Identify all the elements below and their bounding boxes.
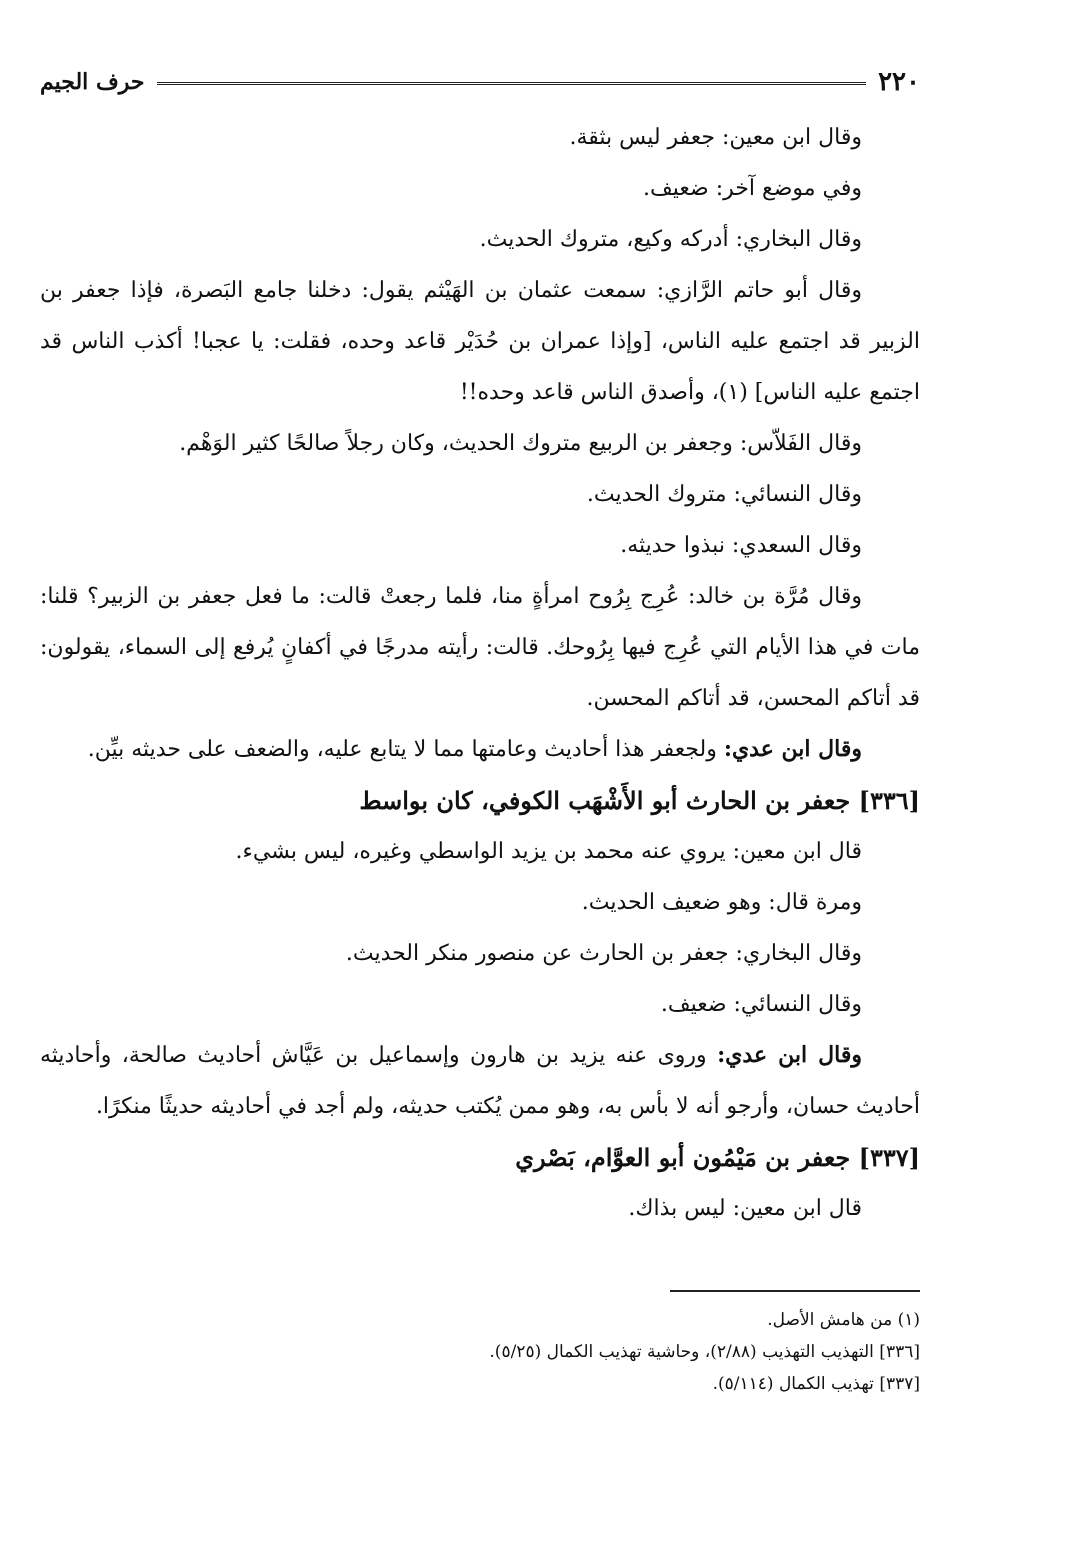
book-page — [40, 60, 920, 1400]
entry-heading-336: [٣٣٦] جعفر بن الحارث أبو الأَشْهَب الكوفي، كان بواسط — [359, 786, 920, 815]
paragraph-ibn-adi-1 — [40, 724, 920, 775]
paragraph-murra: وقال مُرَّة بن خالد: عُرِج بِرُوح امرأةٍ منا، فلما رجعتْ قالت: ما فعل جعفر بن الزبير؟ قلنا: مات في هذا الأيام التي عُرِج فيها بِرُوحك. قالت: رأيته مدرجًا في أكفانٍ يُرفع إلى السماء، يقولون: قد أتاكم المحسن، قد أتاكم المحسن. — [40, 584, 920, 711]
footnotes — [40, 1304, 920, 1400]
footnote-item: [٣٣٧] تهذيب الكمال (٥/١١٤). — [712, 1374, 920, 1394]
entry-336-line: ومرة قال: وهو ضعيف الحديث. — [581, 890, 862, 915]
entry-337-line: قال ابن معين: ليس بذاك. — [628, 1196, 862, 1221]
paragraph-bukhari-1: وقال البخاري: أدركه وكيع، متروك الحديث. — [479, 227, 862, 252]
paragraph-nasai-1: وقال النسائي: متروك الحديث. — [586, 482, 862, 507]
ibn-adi-lead: وقال ابن عدي: — [717, 1042, 862, 1068]
footnote-rule — [670, 1290, 920, 1292]
running-head: حرف الجيم — [40, 69, 145, 95]
paragraph-fallas: وقال الفَلاّس: وجعفر بن الربيع متروك الحديث، وكان رجلاً صالحًا كثير الوَهْم. — [179, 431, 862, 456]
paragraph-saadi: وقال السعدي: نبذوا حديثه. — [620, 533, 862, 558]
page-header — [40, 60, 920, 104]
main-text — [40, 112, 920, 1234]
footnote-item: (١) من هامش الأصل. — [767, 1310, 920, 1330]
footnote-item: [٣٣٦] التهذيب التهذيب (٢/٨٨)، وحاشية تهذيب الكمال (٥/٢٥). — [489, 1342, 920, 1362]
entry-336-line: وقال البخاري: جعفر بن الحارث عن منصور منكر الحديث. — [345, 941, 862, 966]
entry-336-line: وقال النسائي: ضعيف. — [660, 992, 862, 1017]
paragraph-ibn-adi-336 — [40, 1030, 920, 1132]
ibn-adi-text: وروى عنه يزيد بن هارون وإسماعيل بن عَيَّاش أحاديث صالحة، وأحاديثه أحاديث حسان، وأرجو أنه لا بأس به، وهو ممن يُكتب حديثه، ولم أجد في أحاديثه حديثًا منكرًا. — [40, 1043, 920, 1119]
page-number: ٢٢٠ — [878, 67, 920, 97]
ibn-adi-lead: وقال ابن عدي: — [723, 736, 862, 762]
paragraph-other-place: وفي موضع آخر: ضعيف. — [643, 176, 862, 201]
paragraph-abu-hatim: وقال أبو حاتم الرَّازي: سمعت عثمان بن الهَيْثم يقول: دخلنا جامع البَصرة، فإذا جعفر بن الزبير قد اجتمع عليه الناس، [وإذا عمران بن حُدَيْر قاعد وحده، فقلت: يا عجبا! أكذب الناس قد اجتمع عليه الناس] (١)، وأصدق الناس قاعد وحده!! — [40, 278, 920, 405]
paragraph-ibn-main-1: وقال ابن معين: جعفر ليس بثقة. — [569, 125, 862, 150]
entry-336-line: قال ابن معين: يروي عنه محمد بن يزيد الواسطي وغيره، ليس بشيء. — [235, 839, 862, 864]
ibn-adi-text: ولجعفر هذا أحاديث وعامتها مما لا يتابع عليه، والضعف على حديثه بيِّن. — [87, 737, 724, 762]
header-rule — [157, 82, 867, 85]
entry-heading-337: [٣٣٧] جعفر بن مَيْمُون أبو العوَّام، بَصْري — [515, 1143, 920, 1172]
